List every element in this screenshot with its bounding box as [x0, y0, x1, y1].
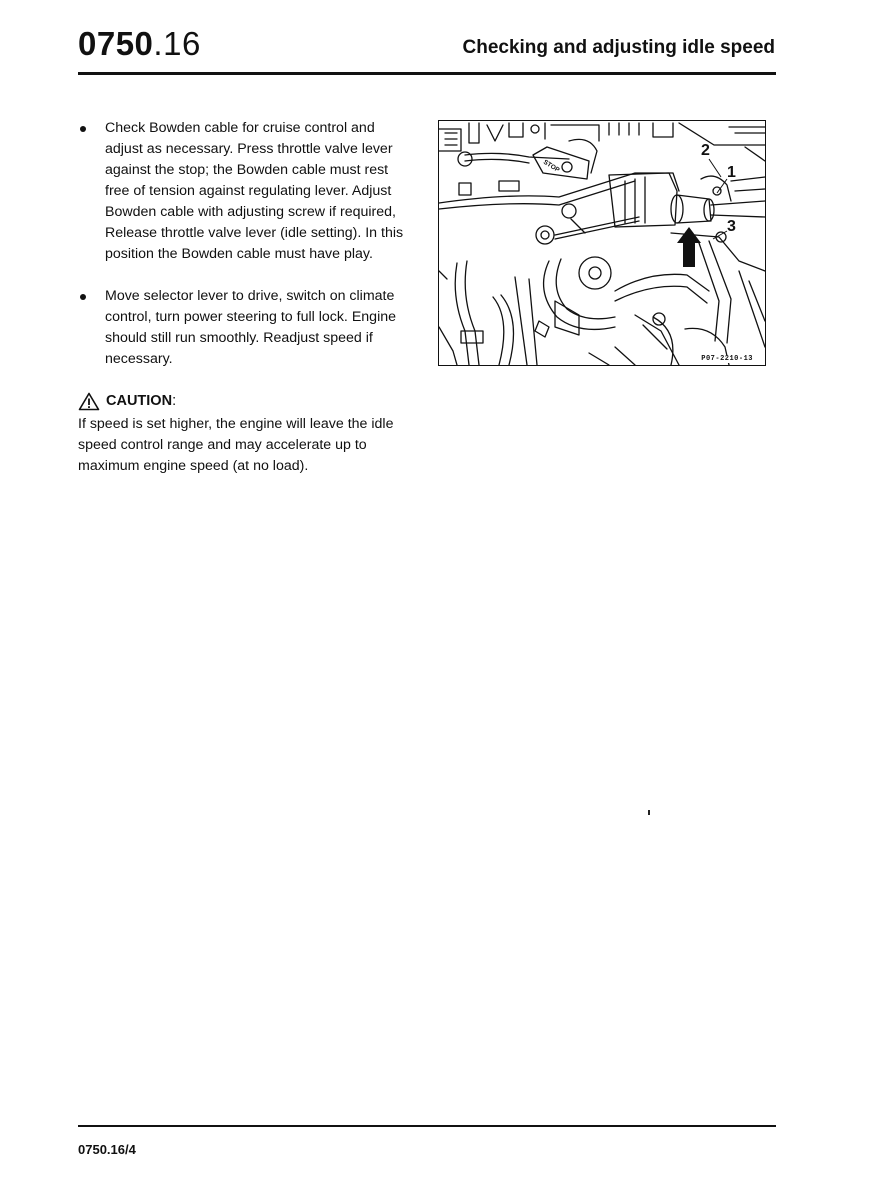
engine-line-drawing: [439, 121, 765, 365]
bullet-item-cruise-control-cable: [78, 118, 413, 265]
figure-reference: P07-2210-13: [701, 355, 753, 363]
bullet-item-selector-lever-check: [78, 286, 413, 370]
page-title: Checking and adjusting idle speed: [462, 37, 775, 58]
caution-text: If speed is set higher, the engine will leave the idle speed control range and may accelerate up to maximum engine speed (at no load).: [78, 416, 394, 474]
document-code: [78, 24, 201, 64]
caution-label: CAUTION: [106, 393, 173, 409]
document-code-minor: .16: [153, 25, 201, 62]
stray-mark: [648, 810, 650, 815]
bullet-text: Move selector lever to drive, switch on climate control, turn power steering to full lock. Engine should still run smoothly. Readjust speed if necessary.: [105, 288, 396, 367]
caution-colon: :: [172, 393, 177, 409]
stop-label: STOP: [541, 158, 561, 175]
footer-rule: [78, 1125, 776, 1127]
caution-heading: [78, 391, 413, 412]
bullet-text: Check Bowden cable for cruise control and adjust as necessary. Press throttle valve lever against the stop; the Bowden cable must rest free of tension against regulating lever. Adjust Bowden cable with adjusting screw if required, Release throttle valve lever (idle setting). In this position the Bowden cable must have play.: [105, 120, 404, 262]
engine-throttle-illustration: [438, 120, 766, 366]
callout-number-3: 3: [727, 218, 736, 235]
arrow-up-icon: [677, 227, 701, 267]
instructions-column: [78, 118, 413, 477]
header-rule: [78, 72, 776, 75]
caution-block: [78, 391, 413, 477]
page-number: 0750.16/4: [78, 1142, 136, 1157]
callout-number-2: 2: [701, 142, 710, 159]
callout-number-1: 1: [727, 164, 736, 181]
bullet-icon: [80, 294, 86, 300]
warning-triangle-icon: [78, 392, 100, 411]
bullet-icon: [80, 126, 86, 132]
document-code-major: 0750: [78, 25, 154, 62]
